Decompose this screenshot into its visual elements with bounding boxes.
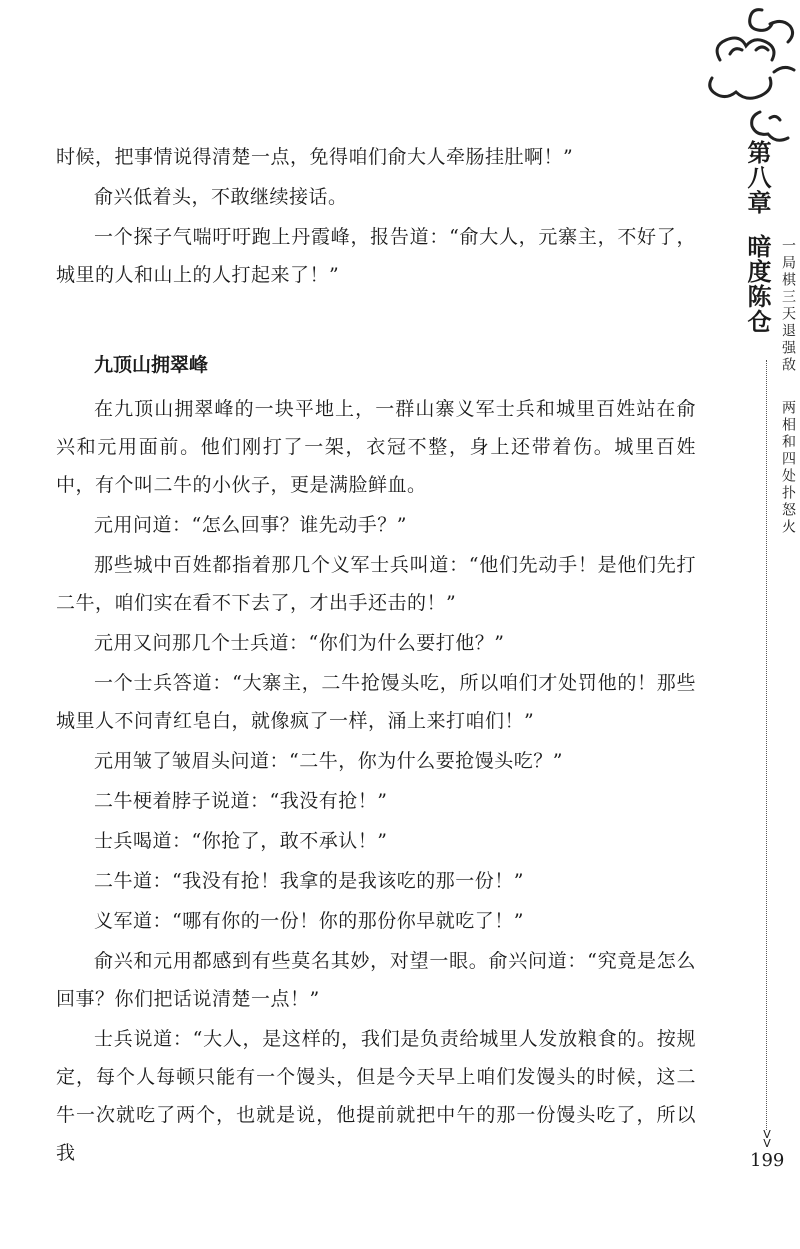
paragraph: 元用问道：“怎么回事？谁先动手？” [94,514,407,536]
paragraph: 俞兴和元用都感到有些莫名其妙，对望一眼。俞兴问道：“究竟是怎么回事？你们把话说清楚一点！” [56,950,696,1010]
paragraph: 义军道：“哪有你的一份！你的那份你早就吃了！” [94,910,524,932]
paragraph: 俞兴低着头，不敢继续接话。 [94,186,348,208]
margin-dotted-rule [766,360,767,1130]
paragraph: 在九顶山拥翠峰的一块平地上，一群山寨义军士兵和城里百姓站在俞兴和元用面前。他们刚打了一架，衣冠不整，身上还带着伤。城里百姓中，有个叫二牛的小伙子，更是满脸鲜血。 [56,398,696,496]
section-heading: 九顶山拥翠峰 [94,354,209,376]
main-text-column [56,138,696,1172]
paragraph: 那些城中百姓都指着那几个义军士兵叫道：“他们先动手！是他们先打二牛，咱们实在看不下去了，才出手还击的！” [56,554,696,614]
paragraph: 元用又问那几个士兵道：“你们为什么要打他？” [94,632,505,654]
paragraph: 士兵喝道：“你抢了，敢不承认！” [94,830,388,852]
cloud-ornament-icon [700,0,800,150]
chapter-title: 暗度陈仓 [743,234,772,334]
paragraph: 一个士兵答道：“大寨主，二牛抢馒头吃，所以咱们才处罚他的！那些城里人不问青红皂白，就像疯了一样，涌上来打咱们！” [56,672,696,732]
chapter-subtitle-line-2: 两相和四处扑怒火 [780,400,796,536]
paragraph: 二牛道：“我没有抢！我拿的是我该吃的那一份！” [94,870,524,892]
paragraph: 元用皱了皱眉头问道：“二牛，你为什么要抢馒头吃？” [94,750,563,772]
paragraph: 一个探子气喘吁吁跑上丹霞峰，报告道：“俞大人，元寨主，不好了，城里的人和山上的人打起来了！” [56,226,696,286]
page-number: 199 [750,1150,785,1171]
chapter-number: 第八章 [743,140,772,215]
chevron-down-icon: V V [763,1128,771,1150]
chapter-subtitle-line-1: 一局棋三天退强敌 [780,238,796,374]
paragraph: 士兵说道：“大人，是这样的，我们是负责给城里人发放粮食的。按规定，每个人每顿只能有一个馒头，但是今天早上咱们发馒头的时候，这二牛一次就吃了两个，也就是说，他提前就把中午的那一份馒头吃了，所以我 [56,1028,696,1164]
paragraph: 二牛梗着脖子说道：“我没有抢！” [94,790,388,812]
paragraph: 时候，把事情说得清楚一点，免得咱们俞大人牵肠挂肚啊！” [56,146,574,168]
